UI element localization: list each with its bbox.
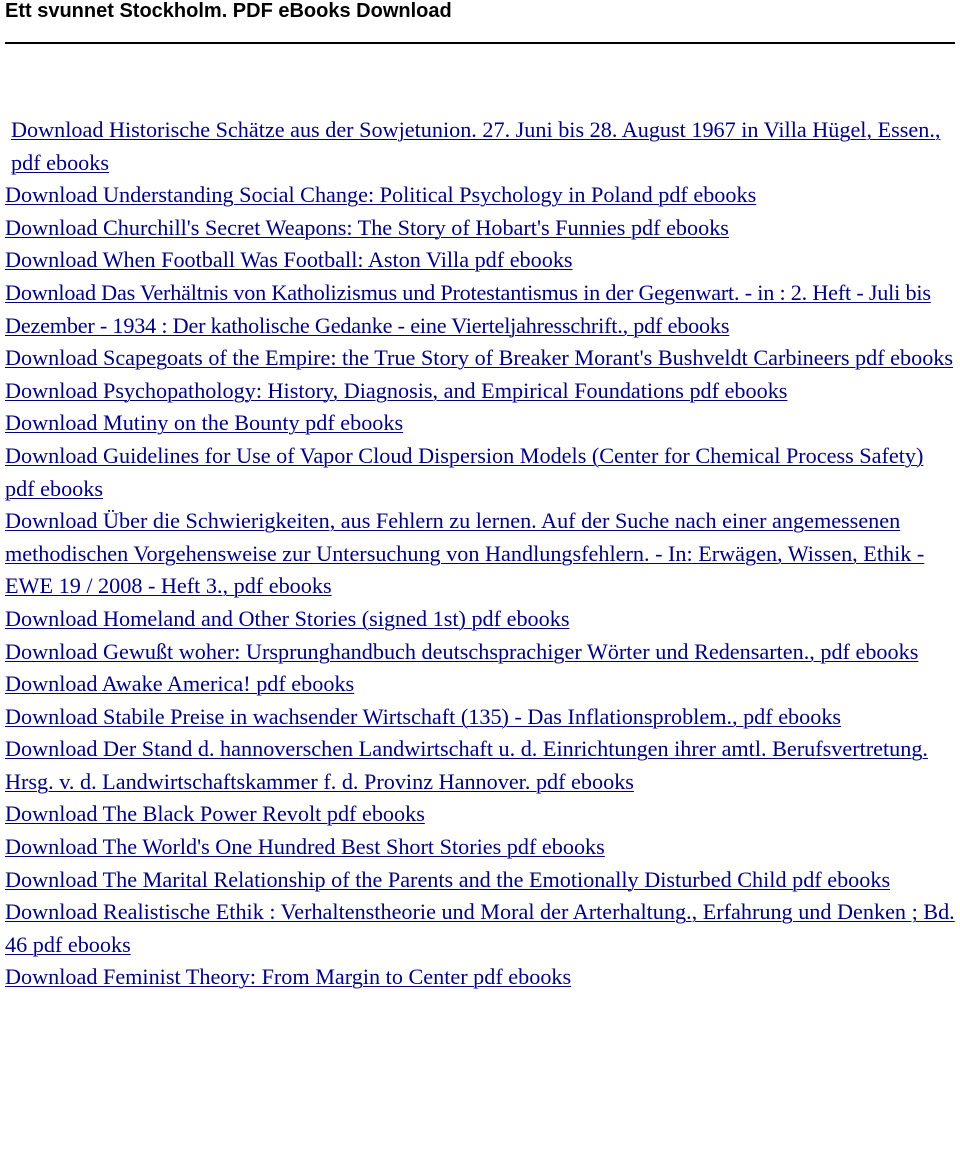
list-item	[5, 244, 955, 277]
download-link[interactable]: Download Awake America! pdf ebooks	[5, 671, 355, 697]
list-item	[5, 342, 955, 375]
download-link-list	[5, 114, 955, 994]
download-link[interactable]: Download Mutiny on the Bounty pdf ebooks	[5, 410, 404, 436]
download-link[interactable]: Download Historische Schätze aus der Sowjetunion. 27. Juni bis 28. August 1967 in Villa Hügel, Essen., pdf ebooks	[11, 117, 941, 175]
page-title: Ett svunnet Stockholm. PDF eBooks Download	[5, 0, 452, 22]
list-item	[5, 831, 955, 864]
list-item	[5, 277, 955, 342]
list-item	[5, 179, 955, 212]
download-link[interactable]: Download The World's One Hundred Best Short Stories pdf ebooks	[5, 834, 605, 860]
download-link[interactable]: Download Understanding Social Change: Political Psychology in Poland pdf ebooks	[5, 182, 757, 208]
download-link[interactable]: Download Churchill's Secret Weapons: The Story of Hobart's Funnies pdf ebooks	[5, 214, 729, 240]
download-link[interactable]: Download When Football Was Football: Aston Villa pdf ebooks	[5, 247, 573, 273]
download-link[interactable]: Download Stabile Preise in wachsender Wirtschaft (135) - Das Inflationsproblem., pdf ebooks	[5, 703, 842, 729]
list-item	[5, 668, 955, 701]
list-item	[5, 864, 955, 897]
list-item	[5, 114, 955, 179]
list-item	[5, 701, 955, 734]
header-divider	[5, 42, 955, 44]
download-link[interactable]: Download Feminist Theory: From Margin to Center pdf ebooks	[5, 964, 572, 990]
download-link[interactable]: Download Über die Schwierigkeiten, aus Fehlern zu lernen. Auf der Suche nach einer angemessenen methodischen Vorgehensweise zur Untersuchung von Handlungsfehlern. - In: Erwägen, Wissen, Ethik - EWE 19 / 2008 - Heft 3., pdf ebooks	[5, 508, 925, 599]
list-item	[5, 798, 955, 831]
download-link[interactable]: Download Guidelines for Use of Vapor Cloud Dispersion Models (Center for Chemical Process Safety) pdf ebooks	[5, 442, 924, 501]
download-link[interactable]: Download Das Verhältnis von Katholizismus und Protestantismus in der Gegenwart. - in : 2. Heft - Juli bis Dezember - 1934 : Der katholische Gedanke - eine Vierteljahresschrift., pdf ebooks	[5, 279, 931, 338]
page-header	[5, 0, 955, 46]
list-item	[5, 961, 955, 994]
download-link[interactable]: Download The Marital Relationship of the Parents and the Emotionally Disturbed Child pdf ebooks	[5, 866, 891, 892]
download-link[interactable]: Download Scapegoats of the Empire: the True Story of Breaker Morant's Bushveldt Carbineers pdf ebooks	[5, 345, 954, 371]
download-link[interactable]: Download Psychopathology: History, Diagnosis, and Empirical Foundations pdf ebooks	[5, 377, 788, 403]
list-item	[5, 212, 955, 245]
list-item	[5, 407, 955, 440]
download-link[interactable]: Download Realistische Ethik : Verhaltenstheorie und Moral der Arterhaltung., Erfahrung und Denken ; Bd. 46 pdf ebooks	[5, 899, 955, 957]
list-item	[5, 440, 955, 505]
list-item	[5, 603, 955, 636]
download-link[interactable]: Download The Black Power Revolt pdf ebooks	[5, 801, 425, 827]
list-item	[5, 375, 955, 408]
list-item	[5, 505, 955, 603]
download-link[interactable]: Download Der Stand d. hannoverschen Landwirtschaft u. d. Einrichtungen ihrer amtl. Berufsvertretung. Hrsg. v. d. Landwirtschaftskammer f. d. Provinz Hannover. pdf ebooks	[5, 736, 928, 794]
list-item	[5, 636, 955, 669]
list-item	[5, 733, 955, 798]
list-item	[5, 896, 955, 961]
download-link[interactable]: Download Gewußt woher: Ursprunghandbuch deutschsprachiger Wörter und Redensarten., pdf ebooks	[5, 638, 919, 664]
download-link[interactable]: Download Homeland and Other Stories (signed 1st) pdf ebooks	[5, 605, 570, 631]
